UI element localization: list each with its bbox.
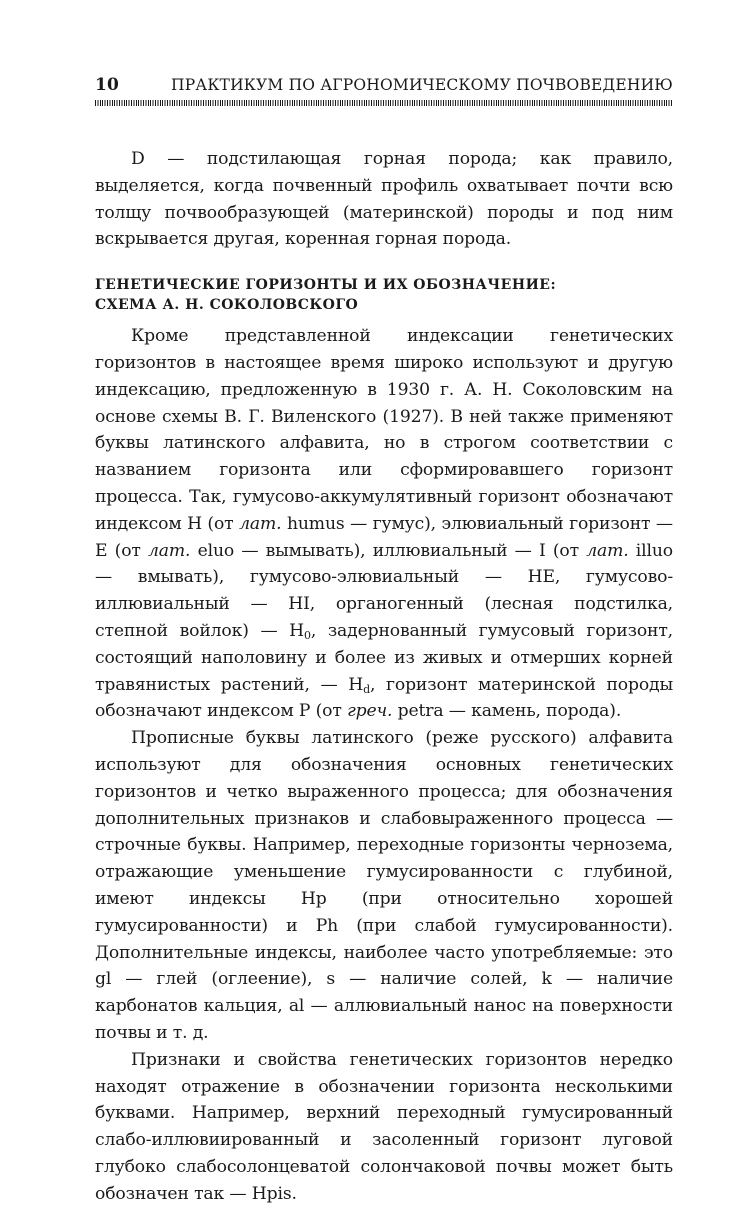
abbr-greek: греч. xyxy=(347,701,393,722)
subscript-d: d xyxy=(363,682,370,696)
intro-paragraph: D — подстилающая горная порода; как правило, выделяется, когда почвенный профиль охватывает почти всю толщу почвообразующей (материнской) породы и под ним вскрывается другая, коренная горная порода. xyxy=(95,149,673,250)
paragraph-capital-letters: Прописные буквы латинского (реже русского) алфавита используют для обозначения основных генетических горизонтов и четко выраженного процесса; для обозначения дополнительных признаков и слабовыраженного процесса — строчные буквы. Например, переходные горизонты чернозема, отражающие уменьшение гумусированности с глубиной, имеют индексы Hp (при относительно хорошей гумусированности) и Ph (при слабой гумусированности). Дополнительные индексы, наиболее часто употребляемые: это gl — глей (оглеение), s — наличие солей, k — наличие карбонатов кальция, al — аллювиальный нанос на поверхности почвы и т. д. xyxy=(95,728,673,1043)
section-heading-line1: ГЕНЕТИЧЕСКИЕ ГОРИЗОНТЫ И ИХ ОБОЗНАЧЕНИЕ: xyxy=(95,277,557,294)
page-number: 10 xyxy=(95,75,120,95)
abbr-lat: лат. xyxy=(586,540,629,561)
subscript-0: 0 xyxy=(303,628,311,642)
section-heading-line2: СХЕМА А. Н. СОКОЛОВСКОГО xyxy=(95,297,359,314)
running-header xyxy=(95,72,673,96)
section-heading xyxy=(95,275,673,315)
abbr-lat: лат. xyxy=(148,540,191,561)
header-rule xyxy=(95,100,673,106)
paragraph-properties: Признаки и свойства генетических горизонтов нередко находят отражение в обозначении горизонта несколькими буквами. Например, верхний переходный гумусированный слабо-иллювиированный и засоленный горизонт луговой глубоко слабосолонцеватой солончаковой почвы может быть обозначен так — Hpis. xyxy=(95,1049,673,1204)
paragraph-sokolovsky-scheme: Кроме представленной индексации генетических горизонтов в настоящее время широко используют и другую индексацию, предложенную в 1930 г. А. Н. Соколовским на основе схемы В. Г. Виленского (1927). В ней также применяют буквы латинского алфавита, но в строгом соответствии с названием горизонта или сформировавшего горизонт процесса. Так, гумусово-аккумулятивный горизонт обозначают индексом H (от лат. humus — гумус), элювиальный горизонт — E (от лат. eluo — вымывать), иллювиальный — I (от лат. illuo — вмывать), гумусово-элювиальный — HE, гумусово-иллювиальный — HI, органогенный (лесная подстилка, степной войлок) — $H_0$, задернованный гумусовый горизонт, состоящий наполовину и более из живых и отмерших корней травянистых растений, — $H_d$, горизонт материнской породы обозначают индексом P (от греч. petra — камень, порода). xyxy=(95,326,673,722)
running-title: ПРАКТИКУМ ПО АГРОНОМИЧЕСКОМУ ПОЧВОВЕДЕНИЮ xyxy=(171,76,673,94)
body-text xyxy=(95,146,673,1207)
abbr-lat: лат. xyxy=(239,513,282,534)
book-page xyxy=(95,72,673,1207)
